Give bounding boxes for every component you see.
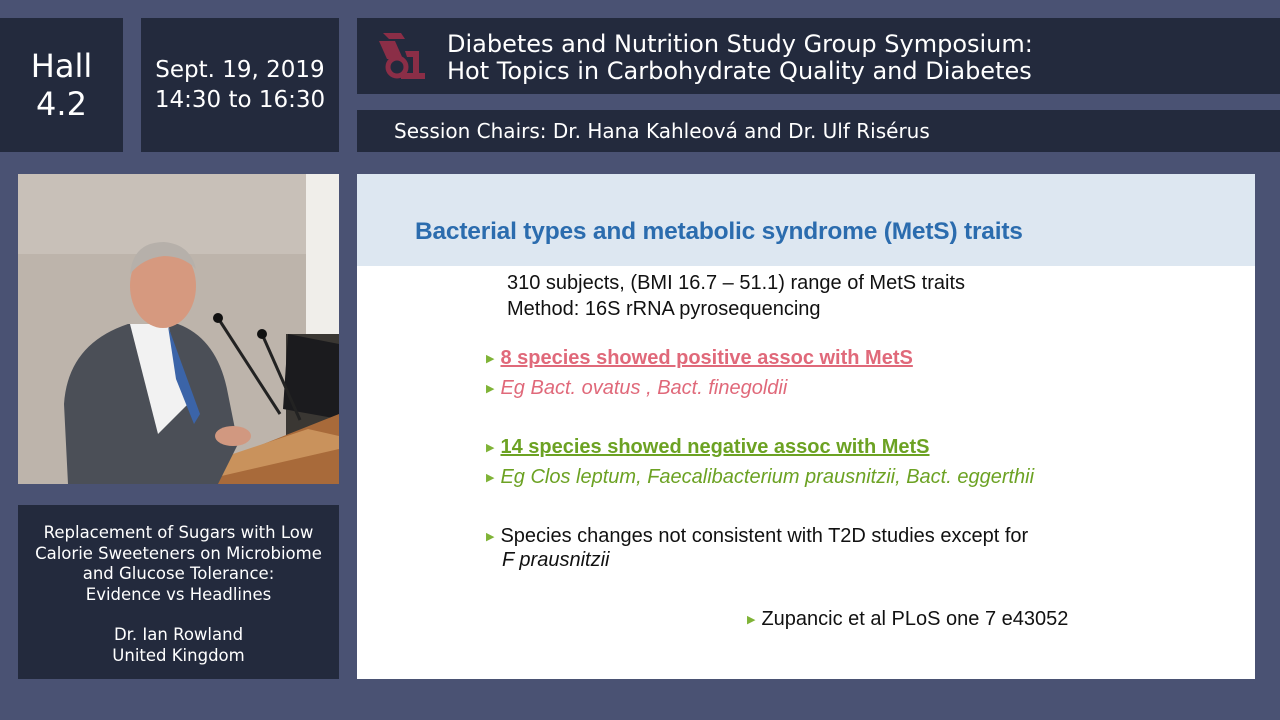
- session-chairs-panel: [357, 110, 1280, 152]
- slide-title: Bacterial types and metabolic syndrome (MetS) traits: [415, 218, 1023, 245]
- speaker-video-image: [18, 174, 339, 484]
- talk-title-line2: Calorie Sweeteners on Microbiome: [35, 543, 322, 563]
- positive-assoc-item: [486, 347, 913, 370]
- negative-example-item: [486, 466, 1034, 489]
- triangle-bullet-icon: ▶: [747, 614, 756, 626]
- symposium-title-line1: Diabetes and Nutrition Study Group Symposium:: [447, 30, 1033, 58]
- slide-header: [357, 174, 1255, 266]
- speaker-video: [18, 174, 339, 484]
- species-note-name: F prausnitzii: [502, 549, 610, 571]
- triangle-bullet-icon: ▶: [486, 472, 495, 484]
- triangle-bullet-icon: ▶: [486, 383, 495, 395]
- easd-dnsg-logo-icon: [375, 27, 431, 85]
- schedule-panel: [141, 18, 339, 152]
- speaker-country: United Kingdom: [112, 645, 245, 665]
- session-time: 14:30 to 16:30: [154, 87, 326, 113]
- reference-item: [747, 608, 1068, 631]
- negative-examples: Eg Clos leptum, Faecalibacterium prausnitzii, Bact. eggerthii: [500, 466, 1035, 488]
- talk-info-panel: [18, 505, 339, 679]
- slide-intro-line2: Method: 16S rRNA pyrosequencing: [507, 298, 821, 320]
- positive-assoc-heading: 8 species showed positive assoc with MetS: [500, 347, 913, 369]
- positive-examples: Eg Bact. ovatus , Bact. finegoldii: [500, 377, 788, 399]
- species-note-text: Species changes not consistent with T2D studies except for: [500, 525, 1029, 547]
- symposium-title-panel: [357, 18, 1280, 94]
- talk-title-line1: Replacement of Sugars with Low: [43, 523, 314, 542]
- negative-assoc-heading: 14 species showed negative assoc with MetS: [500, 436, 930, 458]
- talk-title-line4: Evidence vs Headlines: [85, 584, 272, 604]
- reference-text: Zupancic et al PLoS one 7 e43052: [761, 608, 1069, 630]
- symposium-title-line2: Hot Topics in Carbohydrate Quality and Diabetes: [447, 57, 1032, 85]
- hall-panel: [0, 18, 123, 152]
- presentation-slide: [357, 174, 1255, 679]
- triangle-bullet-icon: ▶: [486, 531, 495, 543]
- session-chairs: Session Chairs: Dr. Hana Kahleová and Dr. Ulf Risérus: [394, 119, 930, 143]
- triangle-bullet-icon: ▶: [486, 442, 495, 454]
- species-note-item: [486, 525, 1028, 548]
- negative-assoc-item: [486, 436, 930, 459]
- positive-example-item: [486, 377, 787, 400]
- hall-label: Hall: [30, 47, 93, 85]
- session-date: Sept. 19, 2019: [155, 57, 325, 83]
- triangle-bullet-icon: ▶: [486, 353, 495, 365]
- slide-intro-line1: 310 subjects, (BMI 16.7 – 51.1) range of MetS traits: [507, 272, 966, 294]
- speaker-name: Dr. Ian Rowland: [113, 625, 244, 644]
- hall-number: 4.2: [36, 85, 87, 123]
- talk-title-line3: and Glucose Tolerance:: [82, 564, 275, 583]
